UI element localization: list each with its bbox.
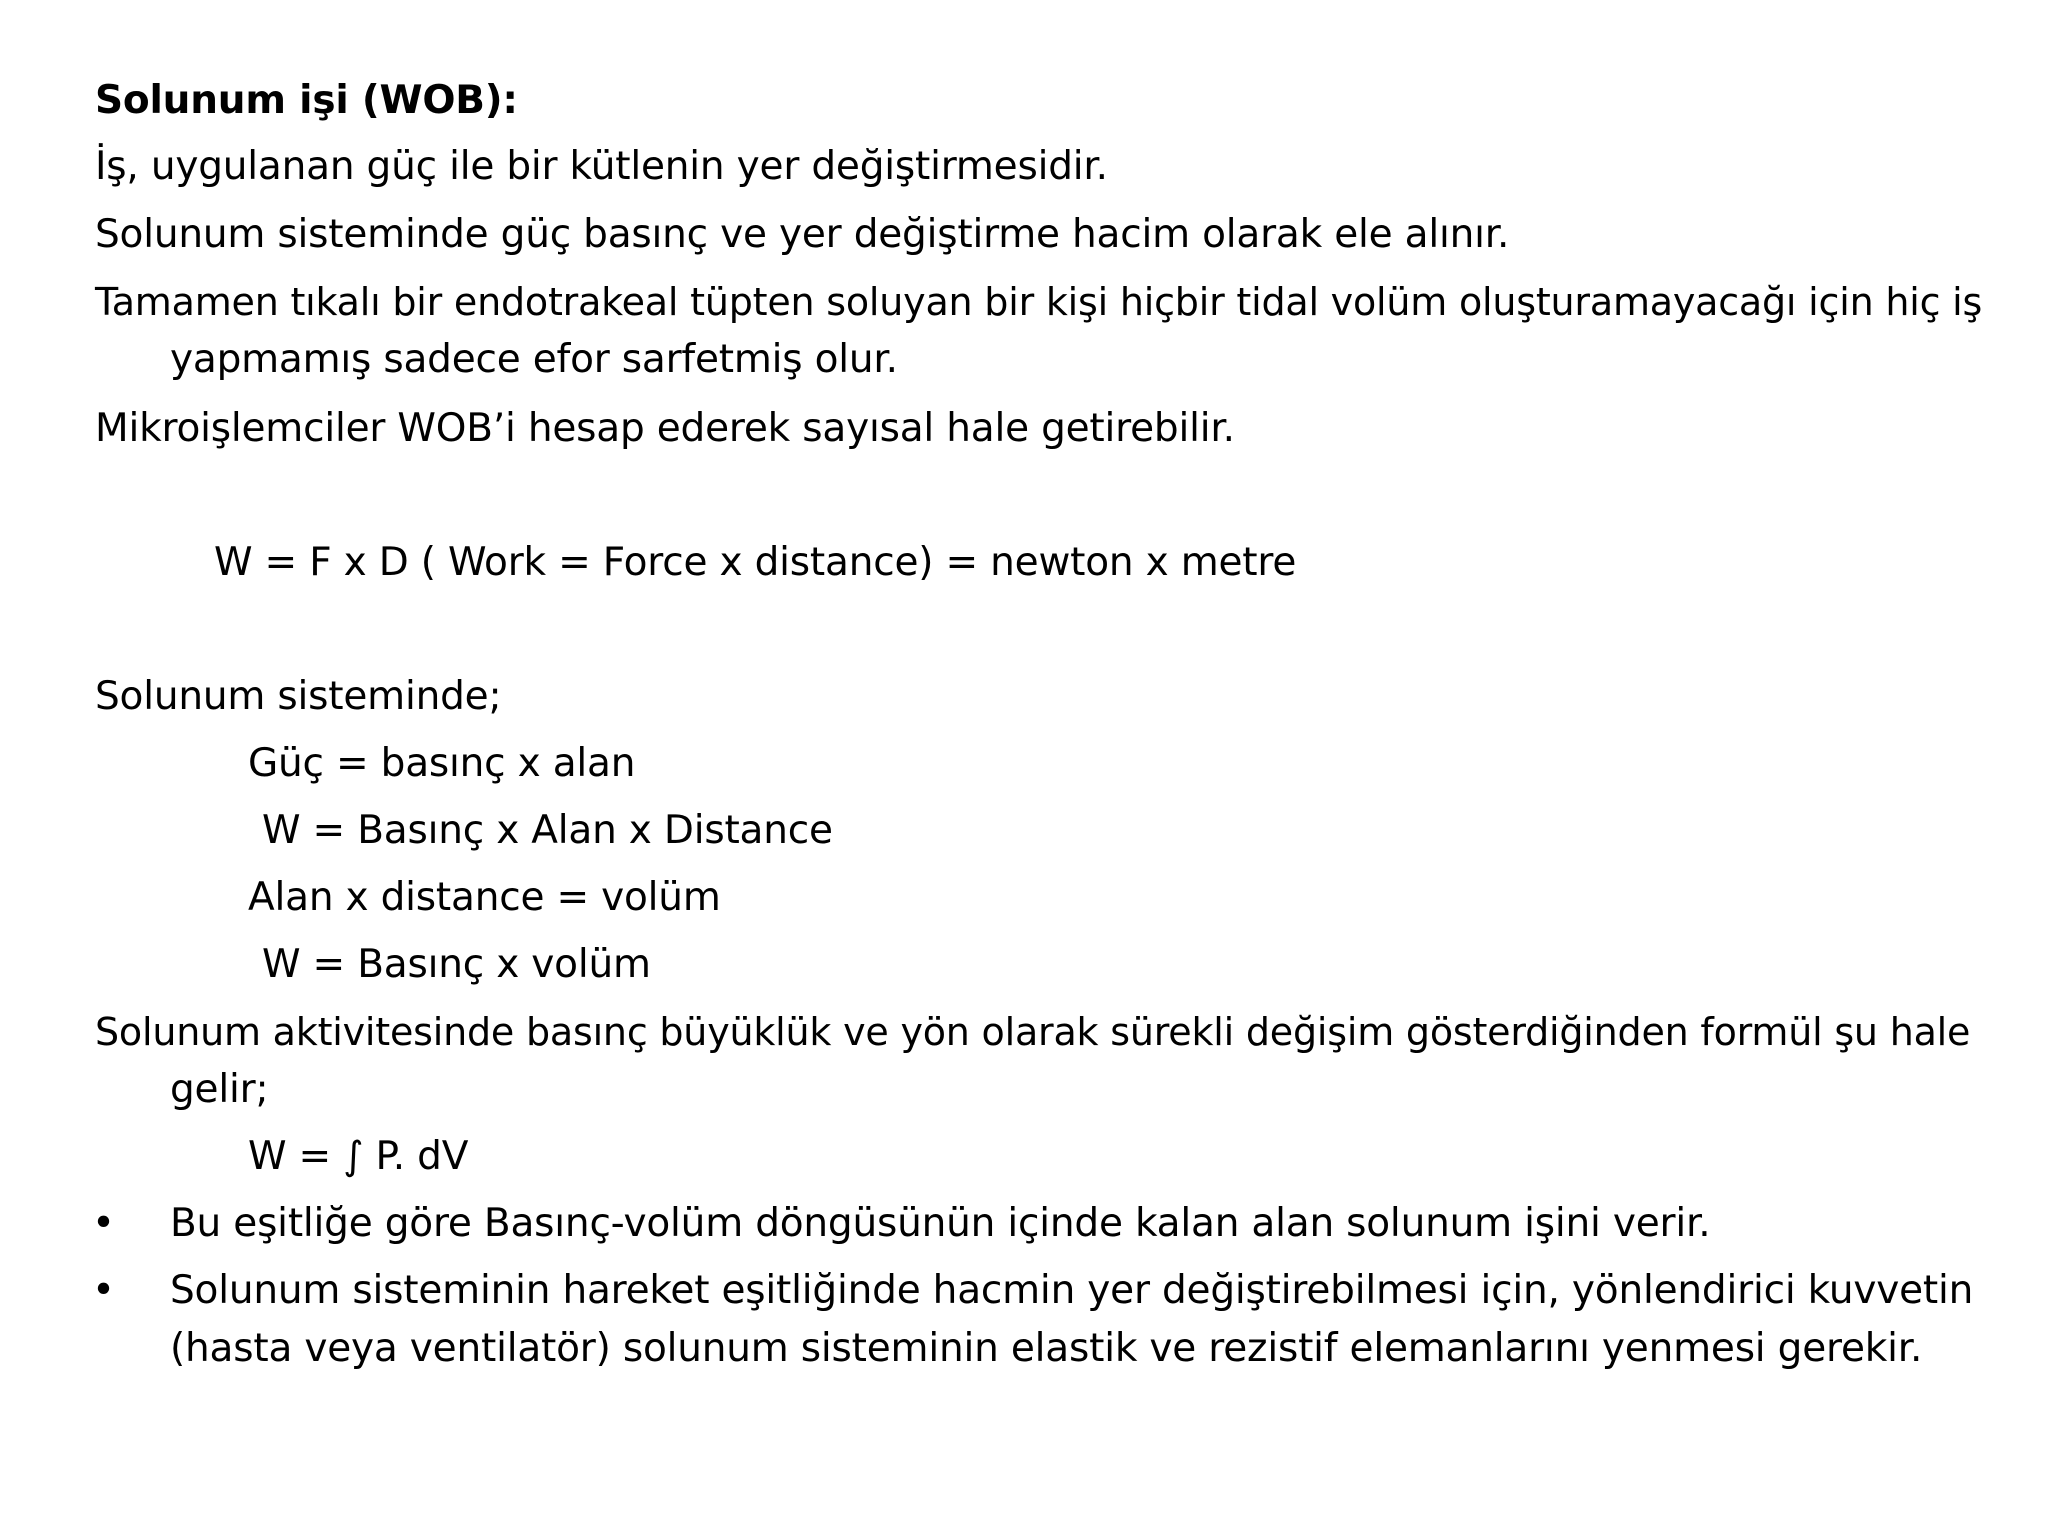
- bullet-text-pv-loop: Bu eşitliğe göre Basınç-volüm döngüsünün içinde kalan alan solunum işini verir.: [170, 1201, 1711, 1246]
- paragraph-blocked-tube: Tamamen tıkalı bir endotrakeal tüpten soluyan bir kişi hiçbir tidal volüm oluşturamayacağı için hiç iş: [95, 280, 1983, 324]
- paragraph-work-definition: İş, uygulanan güç ile bir kütlenin yer değiştirmesidir.: [95, 144, 1108, 189]
- formula-work-area-distance: W = Basınç x Alan x Distance: [262, 808, 833, 853]
- formula-main: W = F x D ( Work = Force x distance) = newton x metre: [214, 540, 1297, 585]
- bullet-text-driving-force-cont: (hasta veya ventilatör) solunum sisteminin elastik ve rezistif elemanlarını yenmesi gerekir.: [170, 1326, 1923, 1371]
- formula-integral: W = ∫ P. dV: [248, 1134, 469, 1179]
- slide-title: Solunum işi (WOB):: [95, 78, 518, 123]
- bullet-marker: •: [92, 1201, 116, 1246]
- paragraph-activity-cont: gelir;: [170, 1067, 269, 1112]
- formula-area-distance-volume: Alan x distance = volüm: [248, 875, 721, 920]
- formula-work-pressure-volume: W = Basınç x volüm: [262, 942, 651, 987]
- section-label: Solunum sisteminde;: [95, 674, 502, 719]
- bullet-marker: •: [92, 1268, 116, 1313]
- bullet-text-driving-force: Solunum sisteminin hareket eşitliğinde hacmin yer değiştirebilmesi için, yönlendirici kuvvetin: [170, 1268, 1974, 1313]
- paragraph-blocked-tube-cont: yapmamış sadece efor sarfetmiş olur.: [170, 337, 898, 382]
- paragraph-microprocessors: Mikroişlemciler WOB’i hesap ederek sayısal hale getirebilir.: [95, 406, 1235, 451]
- paragraph-respiratory-force: Solunum sisteminde güç basınç ve yer değiştirme hacim olarak ele alınır.: [95, 212, 1510, 257]
- paragraph-activity: Solunum aktivitesinde basınç büyüklük ve yön olarak sürekli değişim gösterdiğinden formül şu hale: [95, 1010, 1971, 1054]
- formula-power: Güç = basınç x alan: [248, 741, 636, 786]
